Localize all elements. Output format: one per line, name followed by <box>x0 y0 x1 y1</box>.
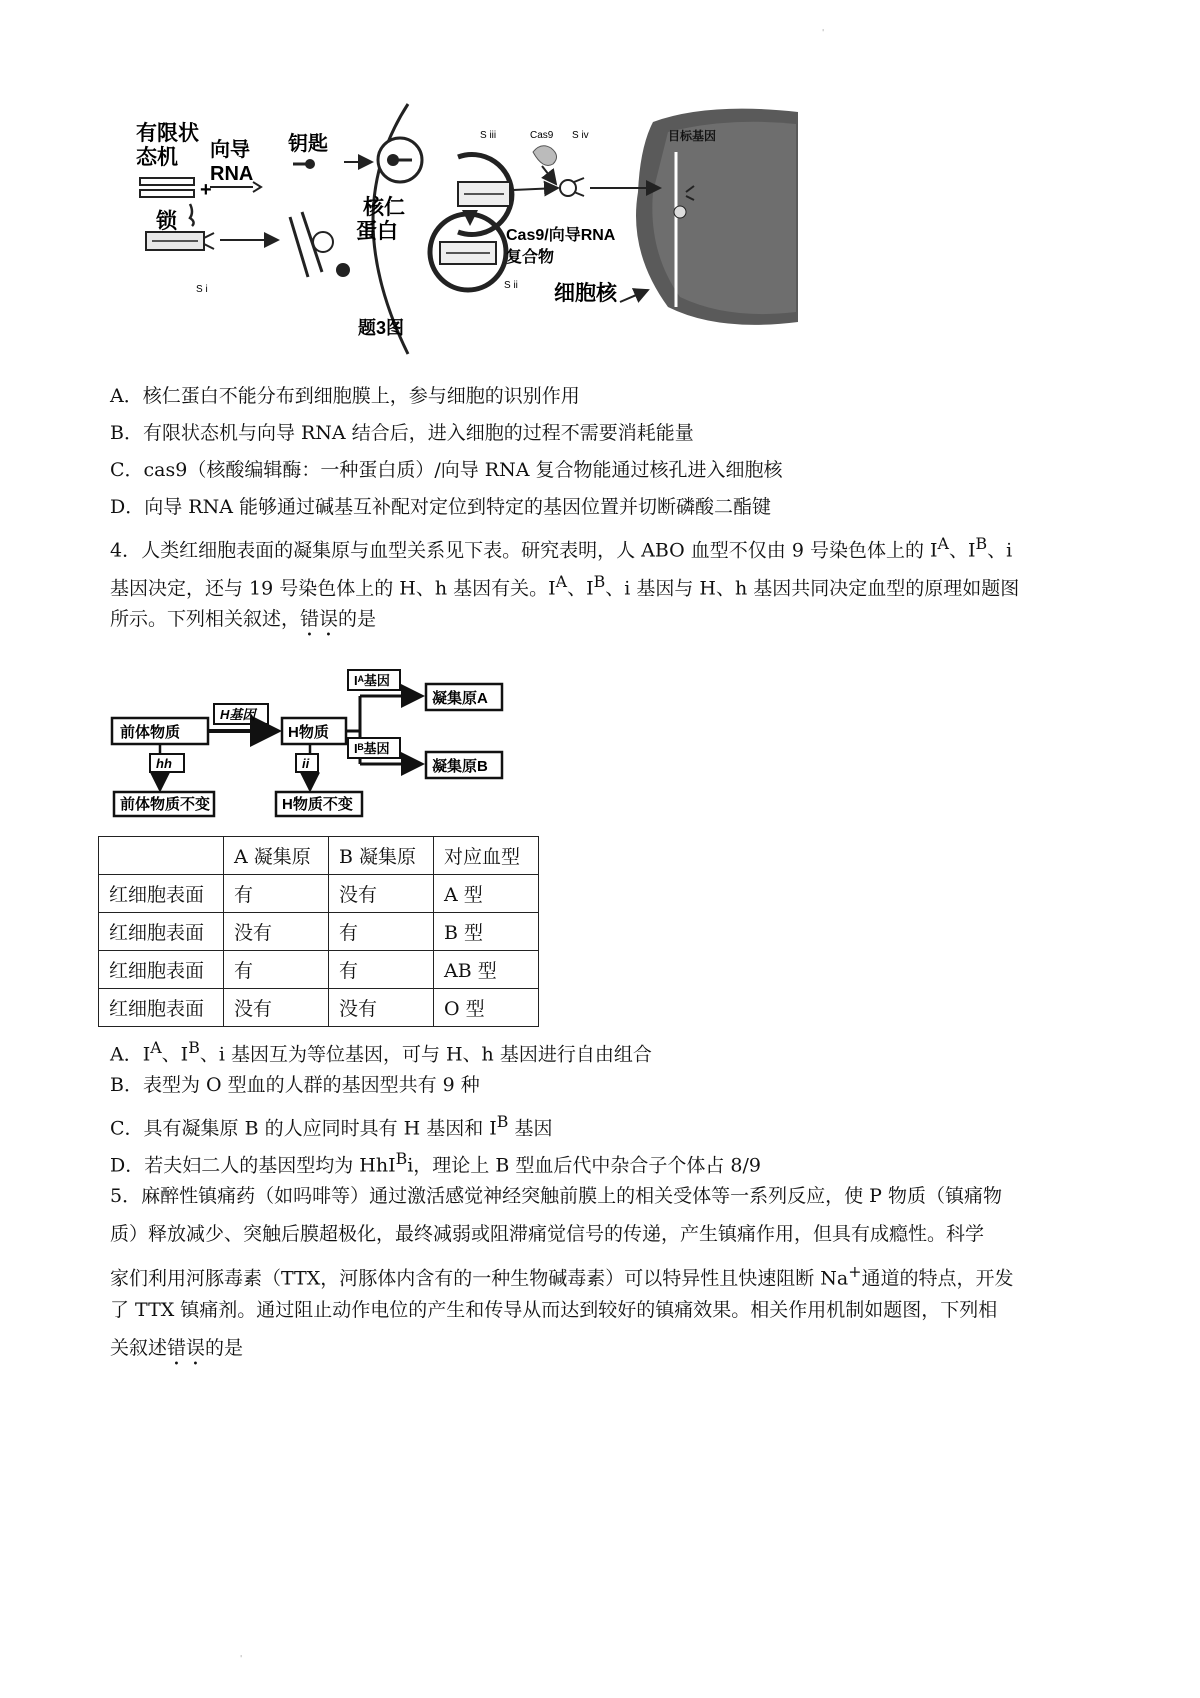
fig3-cas9-label: Cas9 <box>530 130 554 141</box>
fig3-complex-label: Cas9/向导RNA 复合物 <box>506 227 616 266</box>
table-cell: 有 <box>329 951 434 989</box>
table-cell: O 型 <box>434 989 539 1027</box>
q4-option-d: D．若夫妇二人的基因型均为 HhI$^B$i，理论上 B 型血后代中杂合子个体占 8/9 <box>110 1149 761 1177</box>
table-cell: 红细胞表面 <box>99 913 224 951</box>
fig4-precursor: 前体物质 <box>120 724 181 741</box>
q5-stem-line-5: 关叙述错误的是 <box>110 1337 244 1359</box>
table-cell: A 型 <box>434 875 539 913</box>
q4-stem-line-3: 所示。下列相关叙述，错误的是 <box>110 608 377 630</box>
svg-text:+: + <box>200 179 212 201</box>
page-mark-bottom: ' <box>240 1654 243 1663</box>
q5-stem-line-3: 家们利用河豚毒素（TTX，河豚体内含有的一种生物碱毒素）可以特异性且快速阻断 Na+通道的特点，开发 <box>110 1262 1014 1290</box>
table-cell: 没有 <box>224 989 329 1027</box>
table-row <box>99 875 539 913</box>
table-cell: 没有 <box>224 913 329 951</box>
table-cell: 没有 <box>329 989 434 1027</box>
fig4-h-gene: H基因 <box>220 707 256 722</box>
q5-stem-line-4: 了 TTX 镇痛剂。通过阻止动作电位的产生和传导从而达到较好的镇痛效果。相关作用机制如题图，下列相 <box>110 1299 998 1321</box>
fig3-lock-label: 锁 <box>156 210 177 233</box>
q3-option-d: D．向导 RNA 能够通过碱基互补配对定位到特定的基因位置并切断磷酸二酯键 <box>110 496 771 518</box>
q4-option-c: C．具有凝集原 B 的人应同时具有 H 基因和 $I^B$ 基因 <box>110 1112 553 1140</box>
fig4-agglutinogen-b: 凝集原B <box>432 758 488 775</box>
fig3-fsm-label: 有限状态机 <box>136 122 199 169</box>
table-row <box>99 951 539 989</box>
table-cell: 有 <box>329 913 434 951</box>
table-cell: AB 型 <box>434 951 539 989</box>
fig3-target-gene-label: 目标基因 <box>668 129 717 143</box>
fig3-s-iv-label: S iv <box>572 130 589 141</box>
fig4-precursor-unchanged: 前体物质不变 <box>120 796 211 813</box>
table-cell: B 型 <box>434 913 539 951</box>
fig3-caption: 题3图 <box>358 318 405 338</box>
fig4-agglutinogen-a: 凝集原A <box>432 690 488 707</box>
fig4-h-unchanged: H物质不变 <box>282 796 353 813</box>
fig3-s-ii-label: S ii <box>504 280 518 291</box>
table-row <box>99 913 539 951</box>
q3-option-c: C．cas9（核酸编辑酶：一种蛋白质）/向导 RNA 复合物能通过核孔进入细胞核 <box>110 459 783 481</box>
page-mark-top: ' <box>822 28 825 37</box>
q3-option-a: A．核仁蛋白不能分布到细胞膜上，参与细胞的识别作用 <box>110 385 580 407</box>
q3-option-b: B．有限状态机与向导 RNA 结合后，进入细胞的过程不需要消耗能量 <box>110 422 694 444</box>
q4-stem-line-1: 4．人类红细胞表面的凝集原与血型关系见下表。研究表明，人 ABO 血型不仅由 9 号染色体上的 $I^A$、$I^B$、i <box>110 534 1013 562</box>
fig3-key-label: 钥匙 <box>288 133 328 155</box>
figure-4-diagram <box>110 668 540 818</box>
table-cell: 红细胞表面 <box>99 989 224 1027</box>
table-cell: 没有 <box>329 875 434 913</box>
fig3-nucleus-label: 细胞核 <box>554 282 617 305</box>
emphasis-cuowu: 错误 <box>167 1337 206 1359</box>
fig4-hh: hh <box>156 756 172 771</box>
table-cell: 红细胞表面 <box>99 951 224 989</box>
q5-stem-line-2: 质）释放减少、突触后膜超极化，最终减弱或阻滞痛觉信号的传递，产生镇痛作用，但具有成瘾性。科学 <box>110 1223 985 1245</box>
fig4-ia-gene: Iᴬ基因 <box>354 673 390 688</box>
table-cell: 有 <box>224 951 329 989</box>
figure-3-diagram <box>108 92 798 374</box>
table-header-row <box>99 837 539 875</box>
table-cell: 红细胞表面 <box>99 875 224 913</box>
q5-stem-line-1: 5．麻醉性镇痛药（如吗啡等）通过激活感觉神经突触前膜上的相关受体等一系列反应，使 P 物质（镇痛物 <box>110 1185 1002 1207</box>
q4-stem-line-2: 基因决定，还与 19 号染色体上的 H、h 基因有关。$I^A$、$I^B$、i 基因与 H、h 基因共同决定血型的原理如题图 <box>110 572 1020 600</box>
table-row <box>99 989 539 1027</box>
table-header-cell: 对应血型 <box>434 837 539 875</box>
q4-option-a: A．$I^A$、$I^B$、i 基因互为等位基因，可与 H、h 基因进行自由组合 <box>110 1038 652 1066</box>
blood-type-table <box>98 836 539 1027</box>
fig4-ib-gene: Iᴮ基因 <box>354 741 390 756</box>
fig3-s-i-label: S i <box>196 284 208 295</box>
fig4-h-substance: H物质 <box>288 724 329 741</box>
table-header-cell <box>99 837 224 875</box>
table-header-cell: A 凝集原 <box>224 837 329 875</box>
emphasis-cuowu: 错误 <box>300 608 339 630</box>
fig4-ii: ii <box>302 756 310 771</box>
fig3-nucleolin-label: 核仁蛋白 <box>356 196 405 243</box>
fig3-guide-rna-label: 向导 RNA <box>210 139 254 185</box>
q4-option-b: B．表型为 O 型血的人群的基因型共有 9 种 <box>110 1074 480 1096</box>
table-cell: 有 <box>224 875 329 913</box>
fig3-s-iii-label: S iii <box>480 130 497 141</box>
table-header-cell: B 凝集原 <box>329 837 434 875</box>
